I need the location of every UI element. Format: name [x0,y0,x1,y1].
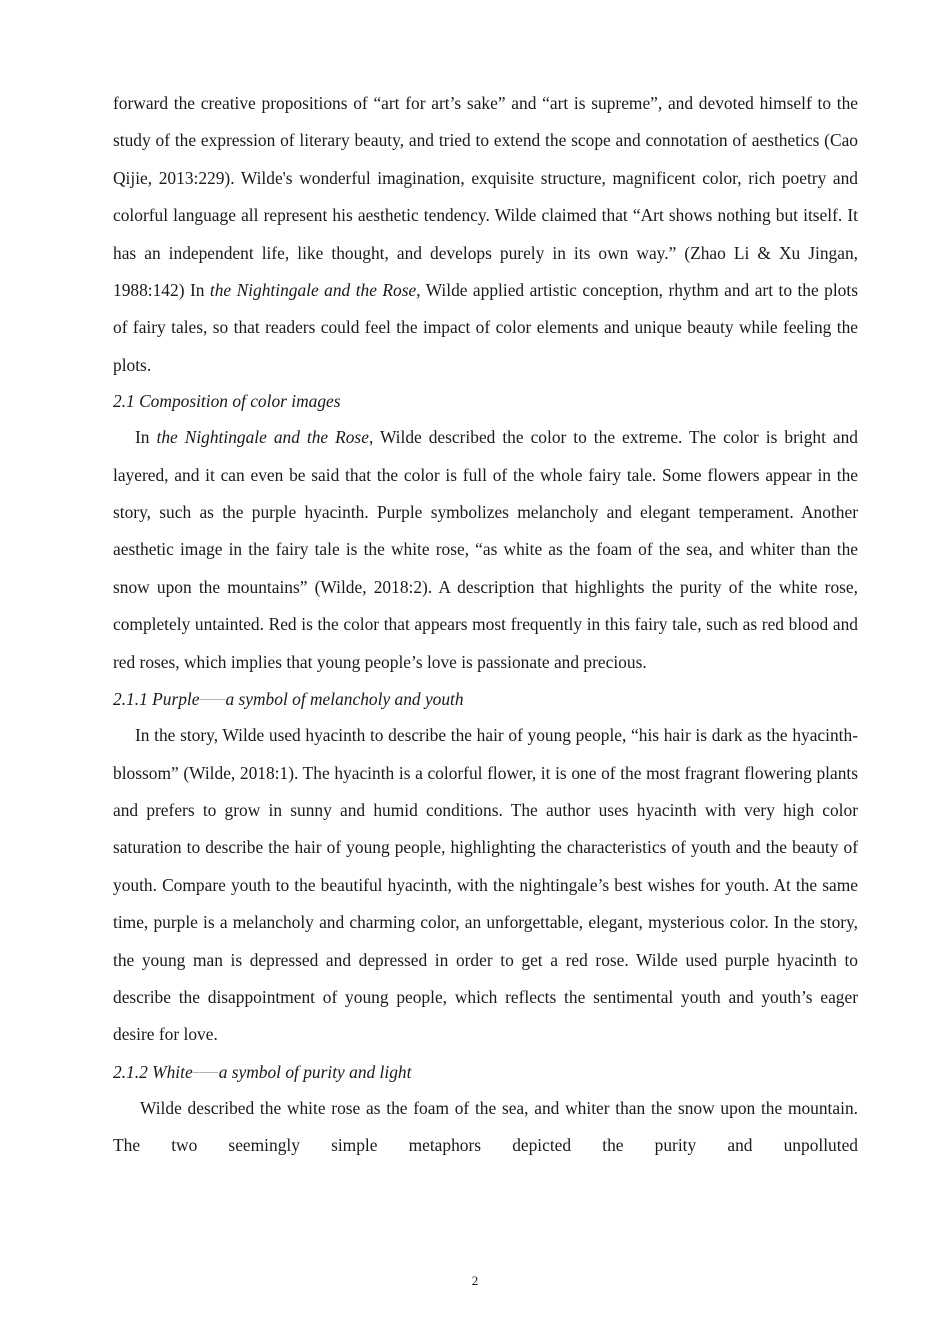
section-heading-2-1-2 [113,1054,858,1090]
book-title: the Nightingale and the Rose [156,427,369,448]
paragraph-text: In [135,427,157,448]
paragraph-text: forward the creative propositions of “art for art’s sake” and “art is supreme”, and devoted himself to the study of the expression of literary beauty, and tried to extend the scope and connotation of aesthetics (Cao Qijie, 2013:229). Wilde's wonderful imagination, exquisite structure, magnificent color, rich poetry and colorful language all represent his aesthetic tendency. Wilde claimed that “Art shows nothing but itself. It has an independent life, like thought, and develops purely in its own way.” (Zhao Li & Xu Jingan, 1988:142) In [113,93,858,301]
page-number: 2 [471,1273,479,1288]
body-paragraph-intro [113,85,858,384]
body-paragraph-purple: In the story, Wilde used hyacinth to describe the hair of young people, “his hair is dark as the hyacinth-blossom” (Wilde, 2018:1). The hyacinth is a colorful flower, it is one of the most fragrant flowering plants and prefers to grow in sunny and humid conditions. The author uses hyacinth with very high color saturation to describe the hair of young people, highlighting the characteristics of youth and the beauty of youth. Compare youth to the beautiful hyacinth, with the nightingale’s best wishes for youth. At the same time, purple is a melancholy and charming color, an unforgettable, elegant, mysterious color. In the story, the young man is depressed and depressed in order to get a red rose. Wilde used purple hyacinth to describe the disappointment of young people, which reflects the sentimental youth and youth’s eager desire for love. [113,725,858,1045]
paragraph-text: , Wilde described the color to the extreme. The color is bright and layered, and it can even be said that the color is full of the whole fairy tale. Some flowers appear in the story, such as the purple hyacinth. Purple symbolizes melancholy and elegant temperament. Another aesthetic image in the fairy tale is the white rose, “as white as the foam of the sea, and whiter than the snow upon the mountains” (Wilde, 2018:2). A description that highlights the purity of the white rose, completely untainted. Red is the color that appears most frequently in this fairy tale, such as red blood and red roses, which implies that young people’s love is passionate and precious. [113,427,859,672]
section-heading-2-1: 2.1 Composition of color images [113,391,341,412]
heading-text: a symbol of purity and light [218,1061,412,1082]
heading-dash: –––– [192,1063,219,1078]
heading-number: 2.1.1 Purple [113,689,200,710]
heading-text: a symbol of melancholy and youth [225,689,464,710]
section-heading-2-1-1 [113,681,858,717]
heading-number: 2.1.2 White [113,1061,193,1082]
book-title: the Nightingale and the Rose [209,280,417,301]
paragraph-text: , Wilde applied artistic conception, rhythm and art to the plots of fairy tales, so that readers could feel the impact of color elements and unique beauty while feeling the plots. [113,280,858,375]
body-paragraph-color-images [113,419,858,681]
body-paragraph-white: Wilde described the white rose as the foam of the sea, and whiter than the snow upon the mountain. The two seemingly simple metaphors depicted the purity and unpolluted [113,1097,858,1156]
heading-dash: –––– [199,691,226,706]
document-page [113,85,858,1165]
